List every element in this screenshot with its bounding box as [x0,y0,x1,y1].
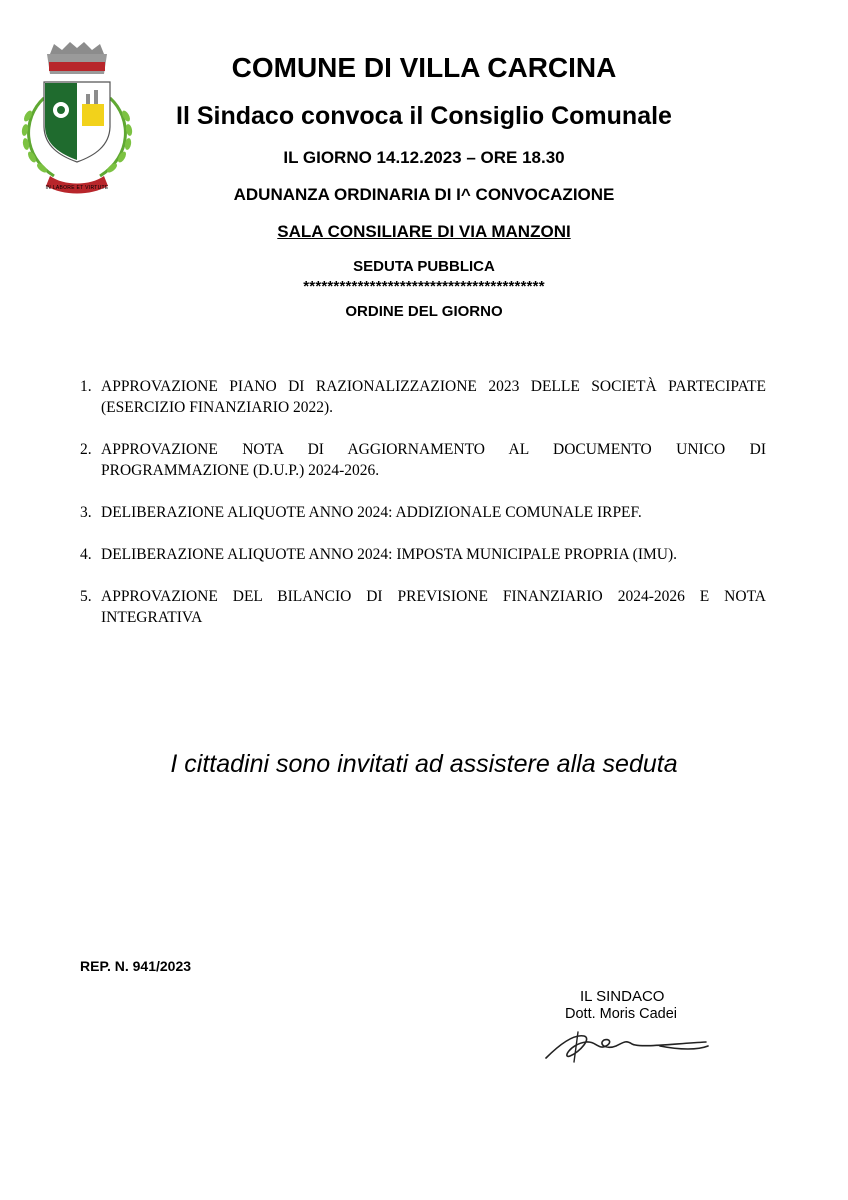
invitation-text: I cittadini sono invitati ad assistere alla seduta [170,750,678,778]
agenda-title: ORDINE DEL GIORNO [345,303,503,320]
public-session-label: SEDUTA PUBBLICA [353,258,495,275]
agenda-item [80,502,766,523]
signature-icon [540,1022,720,1066]
agenda-item-number: 2. [80,441,92,458]
agenda-item-number: 4. [80,546,92,563]
signer-name: Dott. Moris Cadei [565,1006,678,1022]
agenda-list [80,376,766,649]
agenda-item [80,544,766,565]
separator: **************************************** [303,278,545,295]
session-type: ADUNANZA ORDINARIA DI I^ CONVOCAZIONE [233,185,615,204]
agenda-item-number: 3. [80,504,92,521]
meeting-location: SALA CONSILIARE DI VIA MANZONI [277,222,571,241]
crest-motto: IN LABORE ET VIRTUTE [45,185,109,191]
agenda-item [80,376,766,418]
meeting-date: IL GIORNO 14.12.2023 – ORE 18.30 [283,148,565,167]
agenda-item [80,439,766,481]
agenda-item-text: APPROVAZIONE DEL BILANCIO DI PREVISIONE FINANZIARIO 2024-2026 E NOTA INTEGRATIVA [101,588,766,626]
rep-number: REP. N. 941/2023 [80,958,192,974]
agenda-item [80,586,766,628]
page-title: COMUNE DI VILLA CARCINA [231,52,617,83]
agenda-item-text: DELIBERAZIONE ALIQUOTE ANNO 2024: ADDIZIONALE COMUNALE IRPEF. [101,504,642,521]
agenda-item-number: 1. [80,378,92,395]
agenda-item-text: APPROVAZIONE PIANO DI RAZIONALIZZAZIONE 2023 DELLE SOCIETÀ PARTECIPATE (ESERCIZIO FINANZIARIO 2022). [101,378,766,416]
agenda-item-text: APPROVAZIONE NOTA DI AGGIORNAMENTO AL DOCUMENTO UNICO DI PROGRAMMAZIONE (D.U.P.) 2024-2026. [101,441,766,479]
signer-title: IL SINDACO [580,988,665,1005]
page-subtitle: Il Sindaco convoca il Consiglio Comunale [176,102,672,130]
agenda-item-text: DELIBERAZIONE ALIQUOTE ANNO 2024: IMPOSTA MUNICIPALE PROPRIA (IMU). [101,546,677,563]
agenda-item-number: 5. [80,588,92,605]
